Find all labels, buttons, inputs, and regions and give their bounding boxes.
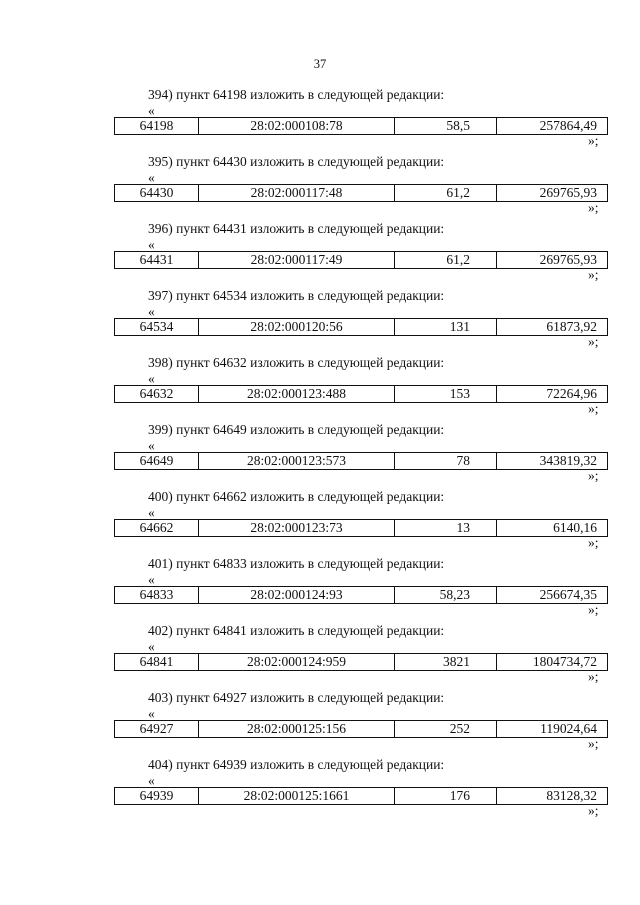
entry-heading: 394) пункт 64198 изложить в следующей редакции: bbox=[148, 87, 445, 102]
item-number-cell: 64927 bbox=[139, 721, 174, 736]
opening-quote: « bbox=[148, 237, 155, 252]
amendment-entry bbox=[0, 690, 640, 757]
opening-quote: « bbox=[148, 438, 155, 453]
value-cell: 83128,32 bbox=[496, 788, 607, 804]
cadastral-number-cell: 28:02:000117:48 bbox=[198, 185, 394, 201]
amendment-entry bbox=[0, 489, 640, 556]
area-cell: 3821 bbox=[394, 654, 496, 670]
table-row bbox=[114, 318, 608, 336]
amendment-entry bbox=[0, 154, 640, 221]
value-cell: 72264,96 bbox=[496, 386, 607, 402]
area-cell: 78 bbox=[394, 453, 496, 469]
table-row bbox=[114, 117, 608, 135]
table-row bbox=[114, 251, 608, 269]
closing-quote: »; bbox=[588, 602, 599, 617]
entry-heading: 404) пункт 64939 изложить в следующей редакции: bbox=[148, 757, 445, 772]
closing-quote: »; bbox=[588, 803, 599, 818]
entry-heading: 395) пункт 64430 изложить в следующей редакции: bbox=[148, 154, 445, 169]
amendment-entry bbox=[0, 288, 640, 355]
area-cell: 176 bbox=[394, 788, 496, 804]
opening-quote: « bbox=[148, 505, 155, 520]
entry-heading: 400) пункт 64662 изложить в следующей редакции: bbox=[148, 489, 445, 504]
item-number-cell: 64632 bbox=[139, 386, 174, 401]
opening-quote: « bbox=[148, 572, 155, 587]
entry-heading: 398) пункт 64632 изложить в следующей редакции: bbox=[148, 355, 445, 370]
entry-heading: 399) пункт 64649 изложить в следующей редакции: bbox=[148, 422, 445, 437]
opening-quote: « bbox=[148, 706, 155, 721]
entry-heading: 396) пункт 64431 изложить в следующей редакции: bbox=[148, 221, 445, 236]
cadastral-number-cell: 28:02:000120:56 bbox=[198, 319, 394, 335]
value-cell: 343819,32 bbox=[496, 453, 607, 469]
closing-quote: »; bbox=[588, 200, 599, 215]
cadastral-number-cell: 28:02:000124:959 bbox=[198, 654, 394, 670]
closing-quote: »; bbox=[588, 334, 599, 349]
amendment-list bbox=[0, 87, 640, 824]
closing-quote: »; bbox=[588, 401, 599, 416]
table-row bbox=[114, 586, 608, 604]
cadastral-number-cell: 28:02:000125:1661 bbox=[198, 788, 394, 804]
cadastral-number-cell: 28:02:000124:93 bbox=[198, 587, 394, 603]
area-cell: 61,2 bbox=[394, 185, 496, 201]
cadastral-number-cell: 28:02:000117:49 bbox=[198, 252, 394, 268]
opening-quote: « bbox=[148, 170, 155, 185]
table-row bbox=[114, 787, 608, 805]
opening-quote: « bbox=[148, 371, 155, 386]
opening-quote: « bbox=[148, 103, 155, 118]
table-row bbox=[114, 385, 608, 403]
entry-heading: 401) пункт 64833 изложить в следующей редакции: bbox=[148, 556, 445, 571]
table-row bbox=[114, 720, 608, 738]
value-cell: 256674,35 bbox=[496, 587, 607, 603]
opening-quote: « bbox=[148, 639, 155, 654]
opening-quote: « bbox=[148, 304, 155, 319]
item-number-cell: 64833 bbox=[139, 587, 174, 602]
area-cell: 252 bbox=[394, 721, 496, 737]
area-cell: 153 bbox=[394, 386, 496, 402]
item-number-cell: 64198 bbox=[139, 118, 174, 133]
value-cell: 6140,16 bbox=[496, 520, 607, 536]
area-cell: 58,5 bbox=[394, 118, 496, 134]
item-number-cell: 64431 bbox=[139, 252, 174, 267]
cadastral-number-cell: 28:02:000123:573 bbox=[198, 453, 394, 469]
value-cell: 1804734,72 bbox=[496, 654, 607, 670]
closing-quote: »; bbox=[588, 736, 599, 751]
amendment-entry bbox=[0, 757, 640, 824]
amendment-entry bbox=[0, 556, 640, 623]
table-row bbox=[114, 452, 608, 470]
item-number-cell: 64939 bbox=[139, 788, 174, 803]
item-number-cell: 64662 bbox=[139, 520, 174, 535]
amendment-entry bbox=[0, 355, 640, 422]
amendment-entry bbox=[0, 623, 640, 690]
entry-heading: 397) пункт 64534 изложить в следующей редакции: bbox=[148, 288, 445, 303]
area-cell: 131 bbox=[394, 319, 496, 335]
value-cell: 269765,93 bbox=[496, 185, 607, 201]
entry-heading: 403) пункт 64927 изложить в следующей редакции: bbox=[148, 690, 445, 705]
area-cell: 61,2 bbox=[394, 252, 496, 268]
value-cell: 119024,64 bbox=[496, 721, 607, 737]
amendment-entry bbox=[0, 422, 640, 489]
page-number: 37 bbox=[313, 57, 327, 71]
value-cell: 61873,92 bbox=[496, 319, 607, 335]
area-cell: 13 bbox=[394, 520, 496, 536]
item-number-cell: 64649 bbox=[139, 453, 174, 468]
table-row bbox=[114, 184, 608, 202]
item-number-cell: 64430 bbox=[139, 185, 174, 200]
item-number-cell: 64841 bbox=[139, 654, 174, 669]
closing-quote: »; bbox=[588, 267, 599, 282]
table-row bbox=[114, 653, 608, 671]
value-cell: 257864,49 bbox=[496, 118, 607, 134]
value-cell: 269765,93 bbox=[496, 252, 607, 268]
amendment-entry bbox=[0, 221, 640, 288]
area-cell: 58,23 bbox=[394, 587, 496, 603]
cadastral-number-cell: 28:02:000108:78 bbox=[198, 118, 394, 134]
closing-quote: »; bbox=[588, 535, 599, 550]
cadastral-number-cell: 28:02:000123:488 bbox=[198, 386, 394, 402]
table-row bbox=[114, 519, 608, 537]
opening-quote: « bbox=[148, 773, 155, 788]
item-number-cell: 64534 bbox=[139, 319, 174, 334]
amendment-entry bbox=[0, 87, 640, 154]
cadastral-number-cell: 28:02:000125:156 bbox=[198, 721, 394, 737]
closing-quote: »; bbox=[588, 133, 599, 148]
entry-heading: 402) пункт 64841 изложить в следующей редакции: bbox=[148, 623, 445, 638]
closing-quote: »; bbox=[588, 669, 599, 684]
closing-quote: »; bbox=[588, 468, 599, 483]
cadastral-number-cell: 28:02:000123:73 bbox=[198, 520, 394, 536]
